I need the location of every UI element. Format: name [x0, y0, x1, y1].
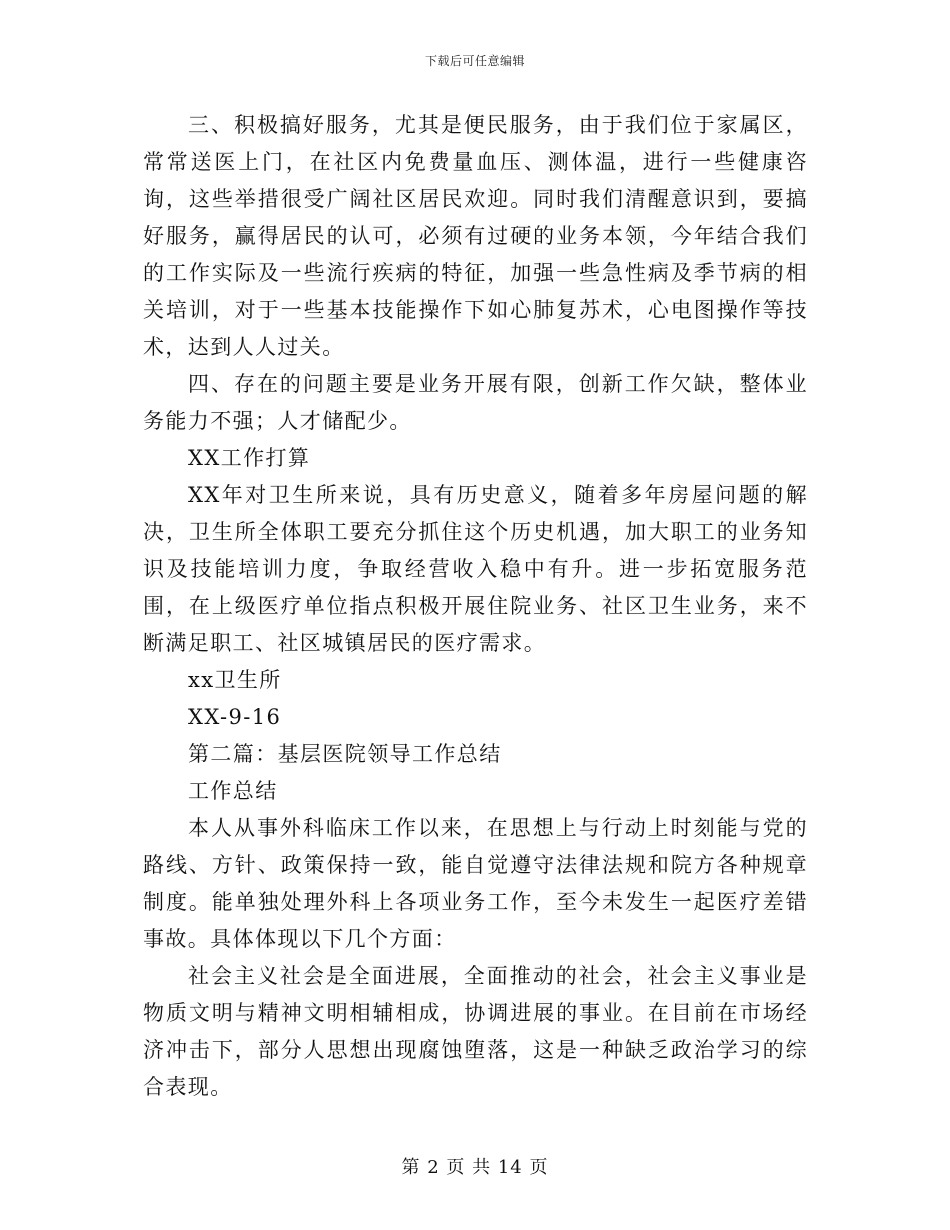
page-header: 下载后可任意编辑: [424, 54, 525, 68]
document-body: [143, 107, 808, 1106]
page-footer: 第 2 页 共 14 页: [401, 1157, 549, 1178]
paragraph-plan: XX年对卫生所来说，具有历史意义，随着多年房屋问题的解决，卫生所全体职工要充分抓住这个历史机遇，加大职工的业务知识及技能培训力度，争取经营收入稳中有升。进一步拓宽服务范围，在上级医疗单位指点积极开展住院业务、社区卫生业务，来不断满足职工、社区城镇居民的医疗需求。: [143, 483, 808, 655]
signature-org: xx卫生所: [188, 668, 282, 692]
paragraph-service: 三、积极搞好服务，尤其是便民服务，由于我们位于家属区，常常送医上门，在社区内免费量血压、测体温，进行一些健康咨询，这些举措很受广阔社区居民欢迎。同时我们清醒意识到，要搞好服务，赢得居民的认可，必须有过硬的业务本领，今年结合我们的工作实际及一些流行疾病的特征，加强一些急性病及季节病的相关培训，对于一些基本技能操作下如心肺复苏术，心电图操作等技术，达到人人过关。: [143, 113, 808, 359]
paragraph-socialism: 社会主义社会是全面进展，全面推动的社会，社会主义事业是物质文明与精神文明相辅相成，协调进展的事业。在目前在市场经济冲击下，部分人思想出现腐蚀堕落，这是一种缺乏政治学习的综合表现。: [143, 964, 808, 1099]
paragraph-problems: 四、存在的问题主要是业务开展有限，创新工作欠缺，整体业务能力不强；人才储配少。: [143, 372, 808, 433]
section-heading-plan: XX工作打算: [188, 446, 311, 470]
chapter-title: 第二篇：基层医院领导工作总结: [188, 742, 502, 766]
paragraph-summary-intro: 本人从事外科临床工作以来，在思想上与行动上时刻能与党的路线、方针、政策保持一致，能自觉遵守法律法规和院方各种规章制度。能单独处理外科上各项业务工作，至今未发生一起医疗差错事故。具体体现以下几个方面：: [143, 816, 808, 951]
section-heading-summary: 工作总结: [188, 779, 278, 803]
signature-date: XX-9-16: [188, 705, 282, 729]
